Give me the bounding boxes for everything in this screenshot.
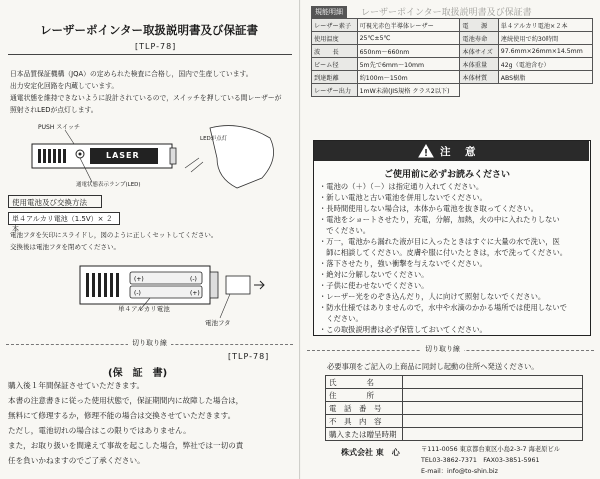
table-row [326,389,583,402]
caution-item: ・この取扱説明書は必ず保管しておいてください。 [319,325,487,334]
battery-diagram [70,258,270,320]
spec-value: 97.6mm×26mm×14.5mm [498,45,592,58]
svg-text:(-): (-) [134,290,141,297]
warranty-line: 任を負いかねますのでご了承ください。 [8,456,145,465]
intro-line: 日本品質保証機構（JQA）の定められた検査に合格し，国内で生産しています。 [10,70,253,78]
table-row [326,376,583,389]
form-label: 住 所 [326,389,403,402]
spec-value: 1mW未満(JIS規格 クラス2以下) [357,84,460,97]
table-row [326,402,583,415]
push-switch-label: PUSH スイッチ [38,124,80,131]
pointer-diagram [10,118,295,193]
title-divider [8,54,292,55]
caution-item: ・長時間使用しない場合は，本体から電池を抜き取ってください。 [319,204,538,213]
form-field[interactable] [403,402,583,415]
spec-key: 使用温度 [312,32,358,45]
form-label: 不 具 内 容 [326,415,403,428]
caution-item: ・レーザー光をのぞき込んだり，人に向けて照射しないでください。 [319,292,546,301]
warning-icon [418,144,434,158]
svg-text:(-): (-) [190,276,197,283]
registration-form [325,375,583,441]
spec-value: 可視光赤色半導体レーザー [357,19,460,32]
company-email: E-mail：info@to-shin.biz [421,468,498,475]
warranty-line: ただし，電池切れの場合はこの限りではありません。 [8,426,191,435]
caution-item: ・万一，電池から漏れた液が目に入ったときはすぐに大量の水で洗い，医 [319,237,560,246]
intro-line: 照射されLEDが点灯します。 [10,106,98,114]
led-lamp-label: 通電状態表示ランプ(LED) [76,182,141,188]
spec-key: 本体重量 [460,58,498,71]
warranty-line: 本書の注意書きに従った使用状態で，保証期間内に故障した場合は， [8,396,244,405]
table-row [312,32,593,45]
form-field[interactable] [403,428,583,441]
spec-value: 42g（電池含む） [498,58,592,71]
company-address: 〒111-0056 東京都台東区小島2-3-7 海老原ビル [421,446,561,453]
caution-subtitle: ご使用前に必ずお読みください [384,170,511,180]
battery-label: 単４アルカリ電池 [118,305,170,313]
caution-item: でください。 [319,226,371,235]
table-row [312,58,593,71]
caution-item: ・落下させたり，強い衝撃を与えないでください。 [319,259,487,268]
spec-key: レーザー出力 [312,84,358,97]
table-row [312,45,593,58]
form-header: 必要事項をご記入の上商品に同封し起動の住所へ発送ください。 [327,362,539,371]
laser-pointer-drawing [10,118,295,193]
table-row [312,71,593,84]
table-row [312,19,593,32]
caution-item: ください。 [319,314,363,323]
table-row [326,428,583,441]
spec-value: ABS樹脂 [498,71,592,84]
battery-section-heading: 使用電池及び交換方法 [8,195,102,208]
caution-item: ・防水仕様ではありませんので，水中や水滴のかかる場所では使用しないで [319,303,567,312]
spec-header-title: レーザーポインター取扱説明書及び保証書 [361,8,532,18]
intro-line: 通電状態を維持できないように設計されているので，スイッチを押している間レーザーが [10,94,282,102]
spec-key: レーザー素子 [312,19,358,32]
spec-value: 単４アルカリ電池×２本 [498,19,592,32]
spec-key: 到達距離 [312,71,358,84]
manual-title: レーザーポインター取扱説明書及び保証書 [40,23,259,37]
spec-value: 25℃±5℃ [357,32,460,45]
battery-instruction: 交換後は電池フタを閉めてください。 [10,243,121,251]
laser-word: LASER [106,151,140,160]
led-on-label: LEDが点灯 [200,136,228,142]
form-label: 購入または贈呈時期 [326,428,403,441]
battery-spec: 単４アルカリ電池（1.5V）× ２本 [8,212,120,225]
cut-line-label: 切り取り線 [128,338,171,348]
caution-item: ・子供に使わせないでください。 [319,281,429,290]
battery-instruction: 電池フタを矢印にスライドし，図のように正しくセットしてください。 [10,231,218,239]
form-label: 電 話 番 号 [326,402,403,415]
spec-value: 5m先で6mm〜10mm [357,58,460,71]
spec-empty-cell [498,84,592,97]
spec-key: 本体材質 [460,71,498,84]
warranty-line: 購入後１年間保証させていただきます。 [8,381,145,390]
caution-item: ・絶対に分解しないでください。 [319,270,429,279]
cover-label: 電池フタ [205,319,231,327]
caution-item: ・新しい電池と古い電池を併用しないでください。 [319,193,487,202]
caution-title: 注 意 [440,146,478,158]
cut-line-label: 切り取り線 [421,344,464,354]
spec-value: 約100m〜150m [357,71,460,84]
warranty-line: また，お取り扱いを間違えて事故を起こした場合，弊社では一切の責 [8,441,244,450]
spec-key: 波 長 [312,45,358,58]
spec-header-label: 規能明細 [311,6,347,18]
spec-table [311,18,593,97]
caution-item: ・電池の（＋）（－）は指定通り入れてください。 [319,182,484,191]
caution-item: 師に相談してください。皮膚や服に付いたときは，水で洗ってください。 [319,248,568,257]
spec-empty-cell [460,84,498,97]
warranty-line: 無料にて修理するか，修理不能の場合は交換させていただきます。 [8,411,236,420]
form-field[interactable] [403,415,583,428]
form-label: 氏 名 [326,376,403,389]
spec-value: 650nm〜660nm [357,45,460,58]
model-number: [TLP-78] [135,42,177,51]
right-page [301,0,600,479]
spec-value: 連続使用で約30時間 [498,32,592,45]
intro-line: 出力安定化回路を内蔵しています。 [10,82,119,90]
table-row [326,415,583,428]
table-row [312,84,593,97]
spec-key: 電 源 [460,19,498,32]
svg-text:(+): (+) [190,290,200,297]
form-field[interactable] [403,376,583,389]
spec-key: ビーム径 [312,58,358,71]
form-field[interactable] [403,389,583,402]
company-tel: TEL03-3862-7371 FAX03-3851-5961 [421,457,540,464]
warranty-model: [TLP-78] [228,352,270,361]
caution-item: ・電池をショートさせたり，充電，分解，加熱，火の中に入れたりしない [319,215,560,224]
spec-key: 本体サイズ [460,45,498,58]
svg-text:(+): (+) [134,276,144,283]
warranty-title: (保 証 書) [108,368,168,379]
company-name: 株式会社 東 心 [341,448,400,457]
spec-key: 電池寿命 [460,32,498,45]
